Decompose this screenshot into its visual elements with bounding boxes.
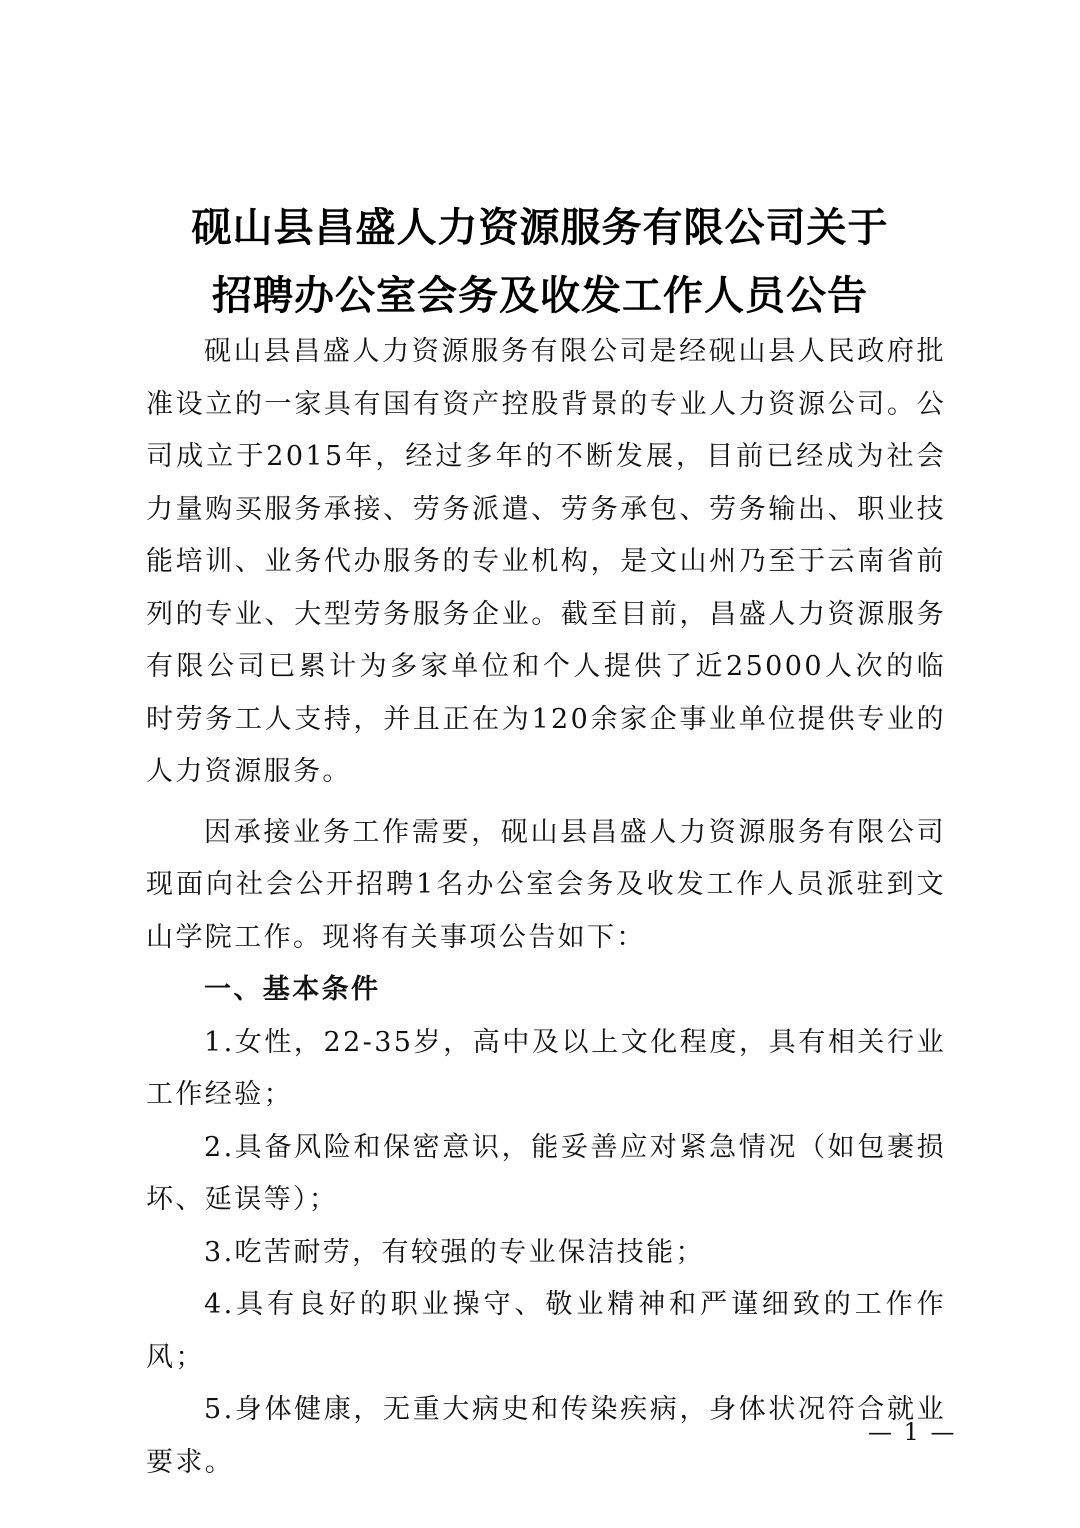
condition-item-2: 2.具备风险和保密意识，能妥善应对紧急情况（如包裹损坏、延误等）； <box>146 1131 946 1215</box>
document-body <box>146 326 946 1489</box>
condition-item-5: 5.身体健康，无重大病史和传染疾病，身体状况符合就业要求。 <box>146 1394 946 1478</box>
intro-paragraph: 砚山县昌盛人力资源服务有限公司是经砚山县人民政府批准设立的一家具有国有资产控股背景的专业人力资源公司。公司成立于2015年，经过多年的不断发展，目前已经成为社会力量购买服务承接、劳务派遣、劳务承包、劳务输出、职业技能培训、业务代办服务的专业机构，是文山州乃至于云南省前列的专业、大型劳务服务企业。截至目前，昌盛人力资源服务有限公司已累计为多家单位和个人提供了近25000人次的临时劳务工人支持，并且正在为120余家企事业单位提供专业的人力资源服务。 <box>146 336 946 787</box>
section-heading-basic-conditions: 一、基本条件 <box>204 974 381 1005</box>
page-number: — 1 — <box>868 1418 957 1446</box>
condition-item-3: 3.吃苦耐劳，有较强的专业保洁技能； <box>204 1236 705 1268</box>
document-title-line-1: 砚山县昌盛人力资源服务有限公司关于 <box>191 205 889 251</box>
purpose-paragraph: 因承接业务工作需要，砚山县昌盛人力资源服务有限公司现面向社会公开招聘1名办公室会务及收发工作人员派驻到文山学院工作。现将有关事项公告如下： <box>146 816 946 953</box>
condition-item-4: 4.具有良好的职业操守、敬业精神和严谨细致的工作作风； <box>146 1289 946 1373</box>
condition-item-1: 1.女性，22-35岁，高中及以上文化程度，具有相关行业工作经验； <box>146 1026 946 1110</box>
document-title-line-2: 招聘办公室会务及收发工作人员公告 <box>212 273 868 319</box>
